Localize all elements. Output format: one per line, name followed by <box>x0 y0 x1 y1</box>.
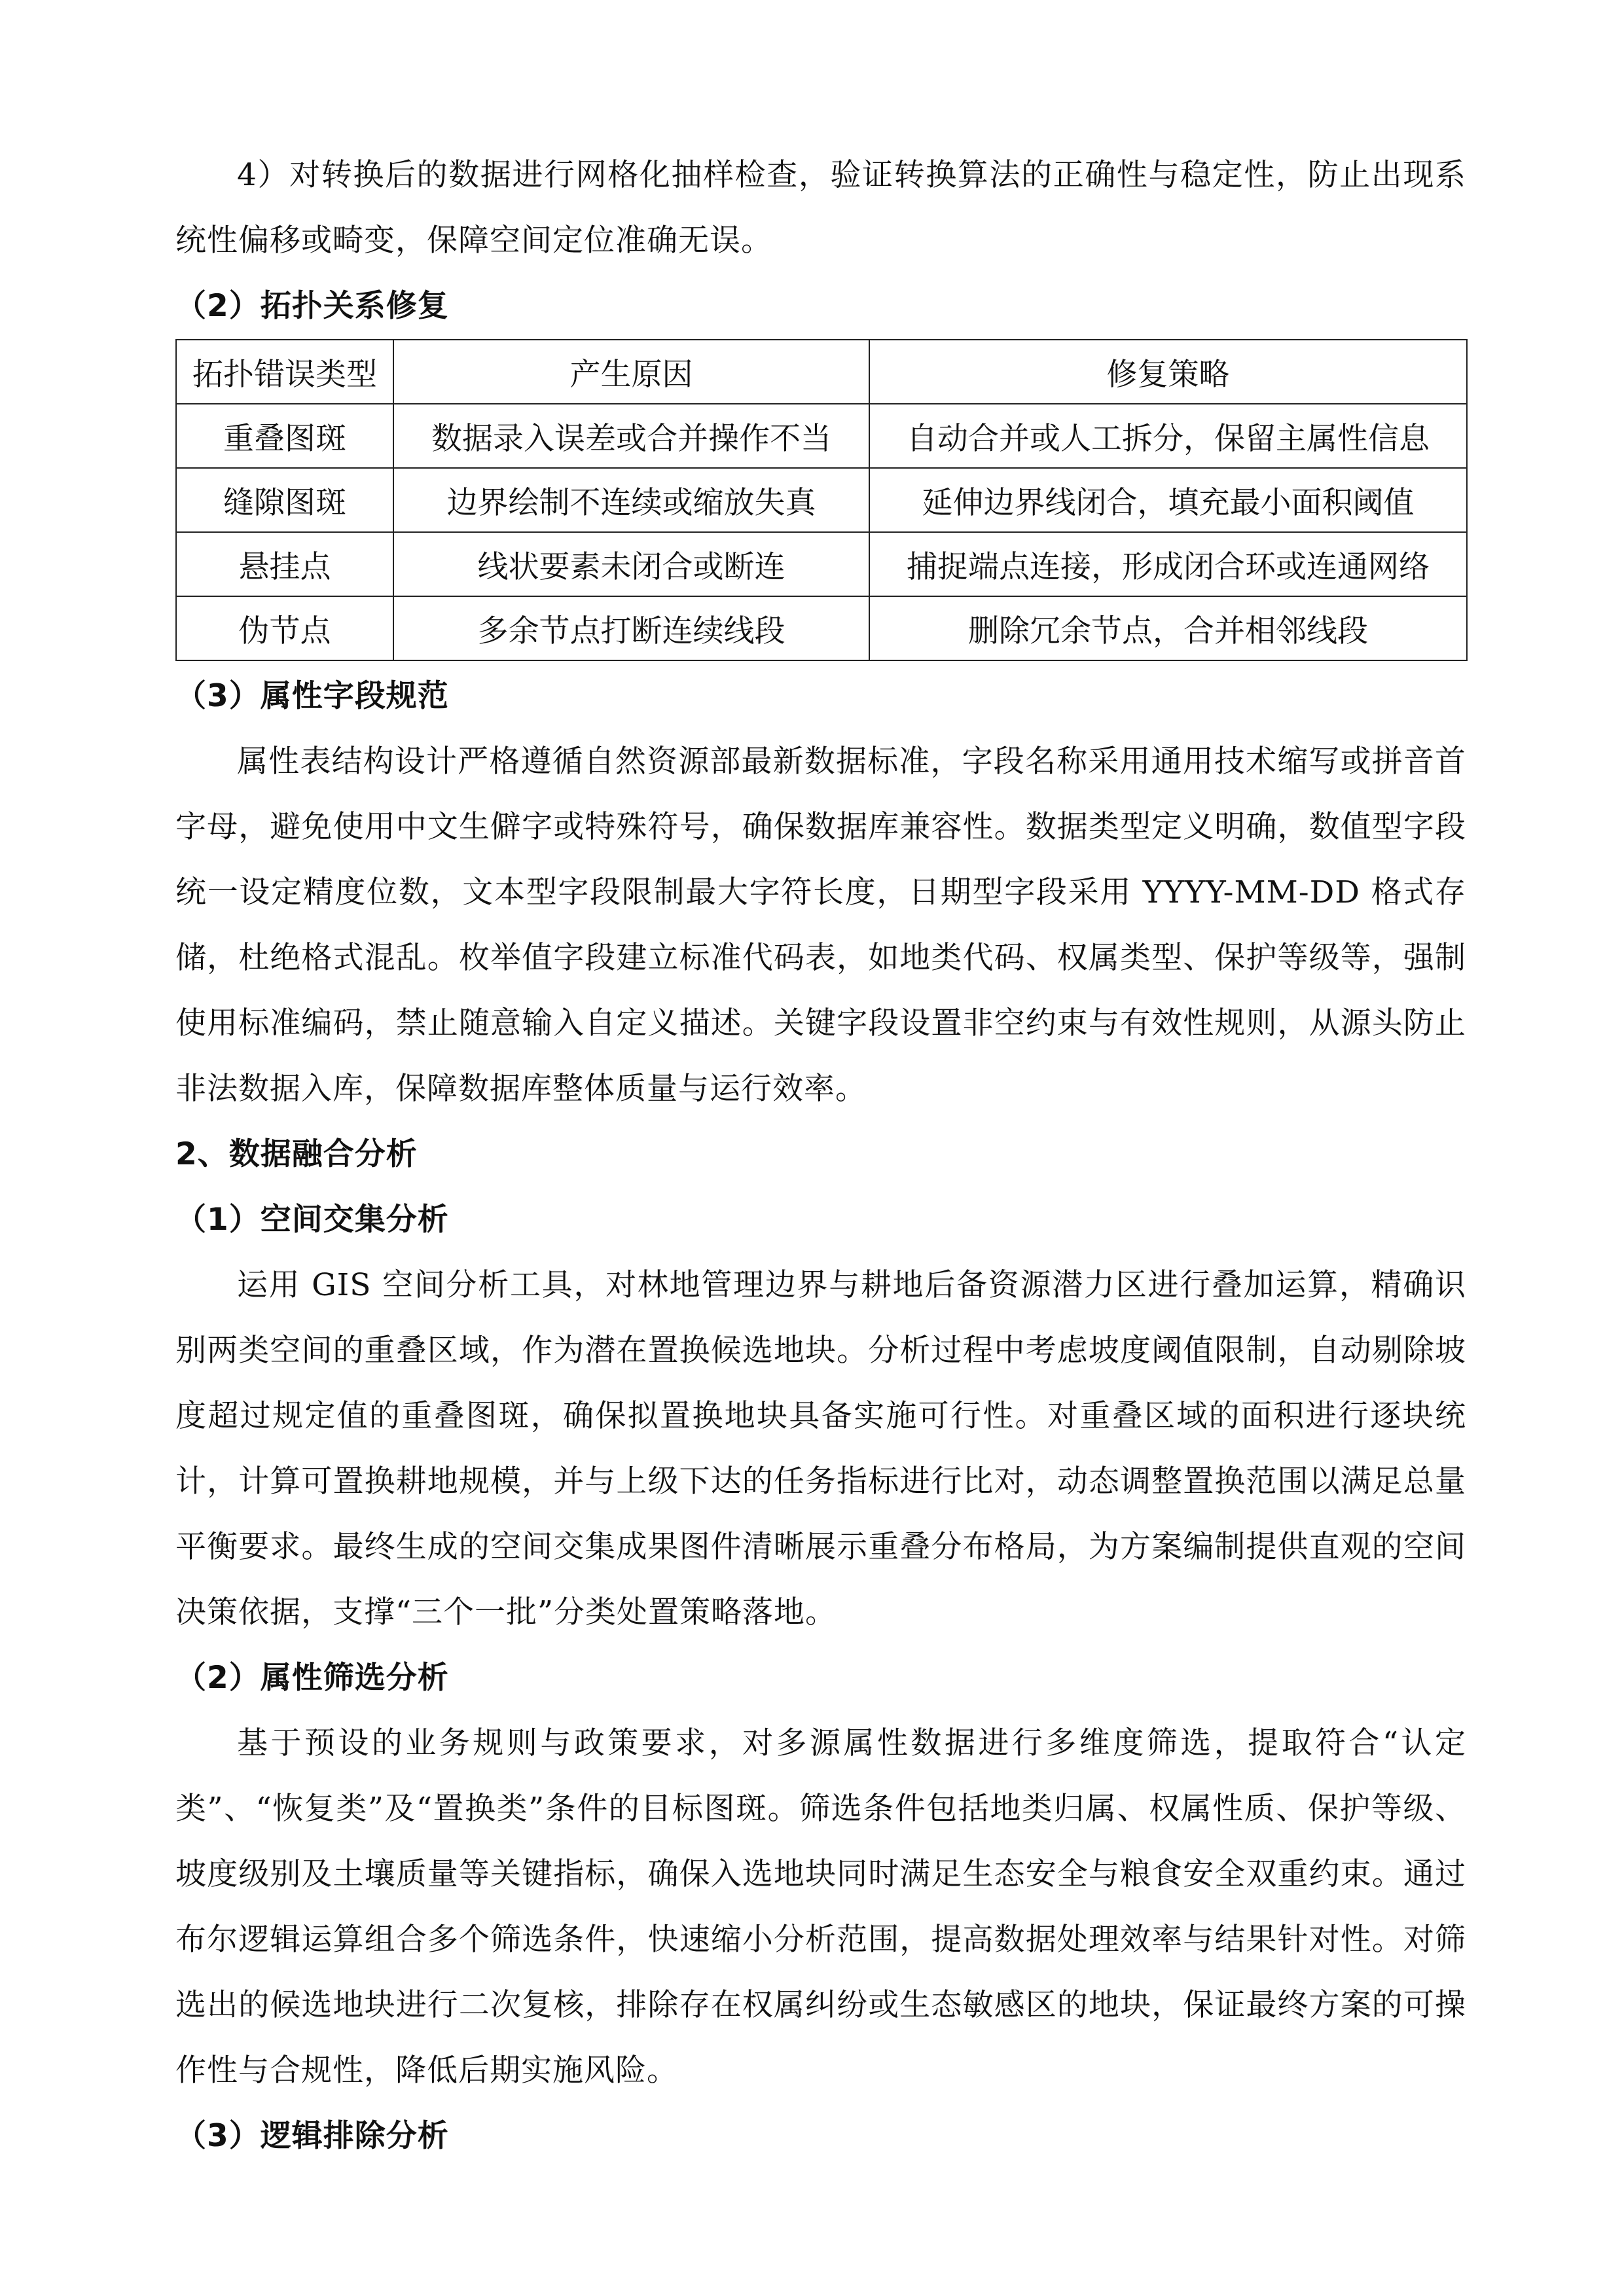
document-content <box>175 143 1466 2169</box>
table-row <box>176 532 1467 596</box>
table-cell: 数据录入误差或合并操作不当 <box>393 404 869 468</box>
table-cell: 悬挂点 <box>176 532 393 596</box>
table-cell: 边界绘制不连续或缩放失真 <box>393 468 869 532</box>
paragraph-spatial-intersection: 运用 GIS 空间分析工具，对林地管理边界与耕地后备资源潜力区进行叠加运算，精确识别两类空间的重叠区域，作为潜在置换候选地块。分析过程中考虑坡度阈值限制，自动剔除坡度超过规定值的重叠图斑，确保拟置换地块具备实施可行性。对重叠区域的面积进行逐块统计，计算可置换耕地规模，并与上级下达的任务指标进行比对，动态调整置换范围以满足总量平衡要求。最终生成的空间交集成果图件清晰展示重叠分布格局，为方案编制提供直观的空间决策依据，支撑“三个一批”分类处置策略落地。 <box>175 1267 1466 1630</box>
table-row <box>176 596 1467 660</box>
paragraph-attribute-spec: 属性表结构设计严格遵循自然资源部最新数据标准，字段名称采用通用技术缩写或拼音首字母，避免使用中文生僻字或特殊符号，确保数据库兼容性。数据类型定义明确，数值型字段统一设定精度位数，文本型字段限制最大字符长度，日期型字段采用 YYYY-MM-DD 格式存储，杜绝格式混乱。枚举值字段建立标准代码表，如地类代码、权属类型、保护等级等，强制使用标准编码，禁止随意输入自定义描述。关键字段设置非空约束与有效性规则，从源头防止非法数据入库，保障数据库整体质量与运行效率。 <box>175 744 1466 1107</box>
table-cell: 重叠图斑 <box>176 404 393 468</box>
heading-topology-repair: （2）拓扑关系修复 <box>175 288 449 324</box>
table-cell: 捕捉端点连接，形成闭合环或连通网络 <box>869 532 1467 596</box>
header-cause: 产生原因 <box>393 340 869 404</box>
table-header-row <box>176 340 1467 404</box>
table-cell: 多余节点打断连续线段 <box>393 596 869 660</box>
paragraph-attribute-filter: 基于预设的业务规则与政策要求，对多源属性数据进行多维度筛选，提取符合“认定类”、“恢复类”及“置换类”条件的目标图斑。筛选条件包括地类归属、权属性质、保护等级、坡度级别及土壤质量等关键指标，确保入选地块同时满足生态安全与粮食安全双重约束。通过布尔逻辑运算组合多个筛选条件，快速缩小分析范围，提高数据处理效率与结果针对性。对筛选出的候选地块进行二次复核，排除存在权属纠纷或生态敏感区的地块，保证最终方案的可操作性与合规性，降低后期实施风险。 <box>175 1725 1466 2089</box>
table-row <box>176 468 1467 532</box>
heading-attribute-field-spec: （3）属性字段规范 <box>175 678 449 714</box>
heading-spatial-intersection: （1）空间交集分析 <box>175 1202 449 1238</box>
paragraph-grid-check: 4）对转换后的数据进行网格化抽样检查，验证转换算法的正确性与稳定性，防止出现系统性偏移或畸变，保障空间定位准确无误。 <box>175 157 1466 259</box>
header-error-type: 拓扑错误类型 <box>176 340 393 404</box>
heading-data-fusion: 2、数据融合分析 <box>175 1136 418 1172</box>
topology-error-table <box>175 339 1468 661</box>
header-strategy: 修复策略 <box>869 340 1467 404</box>
heading-logical-exclusion: （3）逻辑排除分析 <box>175 2118 449 2154</box>
table-cell: 缝隙图斑 <box>176 468 393 532</box>
table-row <box>176 404 1467 468</box>
table-cell: 删除冗余节点，合并相邻线段 <box>869 596 1467 660</box>
heading-attribute-filter: （2）属性筛选分析 <box>175 1660 449 1696</box>
table-cell: 伪节点 <box>176 596 393 660</box>
table-cell: 延伸边界线闭合，填充最小面积阈值 <box>869 468 1467 532</box>
table-cell: 自动合并或人工拆分，保留主属性信息 <box>869 404 1467 468</box>
table-cell: 线状要素未闭合或断连 <box>393 532 869 596</box>
